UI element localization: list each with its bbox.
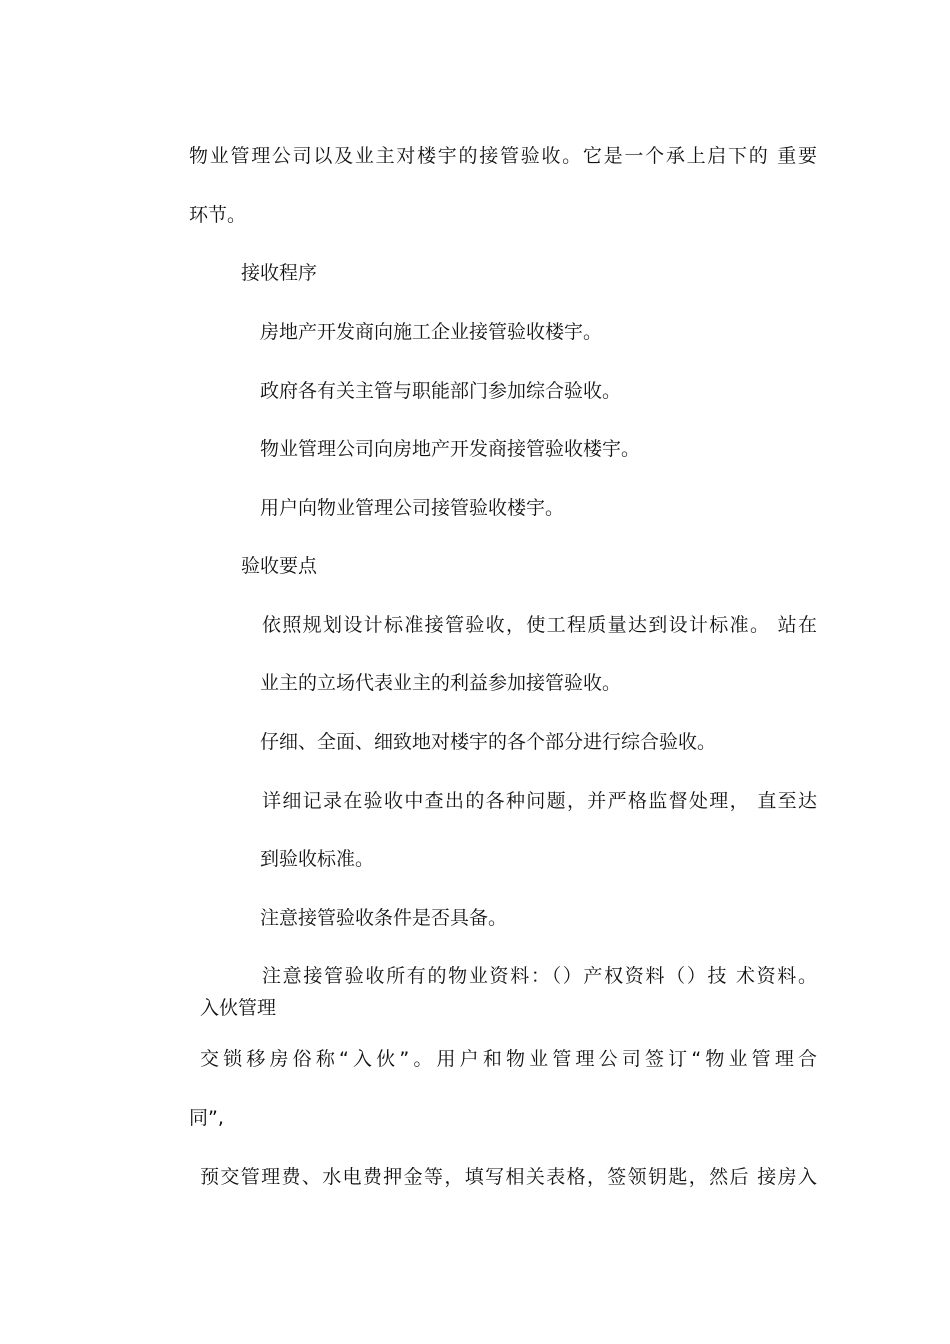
list-item: 用户向物业管理公司接管验收楼宇。 — [260, 497, 565, 519]
paragraph-line: 预交管理费、水电费押金等，填写相关表格，签领钥匙，然后 接房入 — [200, 1166, 817, 1188]
list-item: 物业管理公司向房地产开发商接管验收楼宇。 — [260, 438, 641, 460]
paragraph-line: 物业管理公司以及业主对楼宇的接管验收。它是一个承上启下的 重要 — [189, 145, 817, 167]
list-item: 仔细、全面、细致地对楼宇的各个部分进行综合验收。 — [260, 731, 717, 753]
list-item: 到验收标准。 — [260, 848, 375, 870]
paragraph-line: 交锁移房俗称“入伙”。用户和物业管理公司签订“物业管理合 — [200, 1048, 817, 1070]
paragraph-line: 环节。 — [189, 204, 247, 226]
list-item: 政府各有关主管与职能部门参加综合验收。 — [260, 380, 622, 402]
list-item: 业主的立场代表业主的利益参加接管验收。 — [260, 672, 622, 694]
paragraph-line: 同”, — [189, 1107, 224, 1129]
list-item: 注意接管验收条件是否具备。 — [260, 907, 508, 929]
list-item: 房地产开发商向施工企业接管验收楼宇。 — [260, 321, 603, 343]
list-item: 注意接管验收所有的物业资料：（）产权资料（）技 术资料。 — [262, 965, 817, 987]
section-heading-inspection-points: 验收要点 — [241, 555, 318, 577]
list-item: 依照规划设计标准接管验收，使工程质量达到设计标准。 站在 — [262, 614, 817, 636]
section-heading-move-in-management: 入伙管理 — [200, 997, 277, 1019]
list-item: 详细记录在验收中查出的各种问题，并严格监督处理， 直至达 — [262, 790, 817, 812]
section-heading-receiving-procedure: 接收程序 — [241, 262, 318, 284]
